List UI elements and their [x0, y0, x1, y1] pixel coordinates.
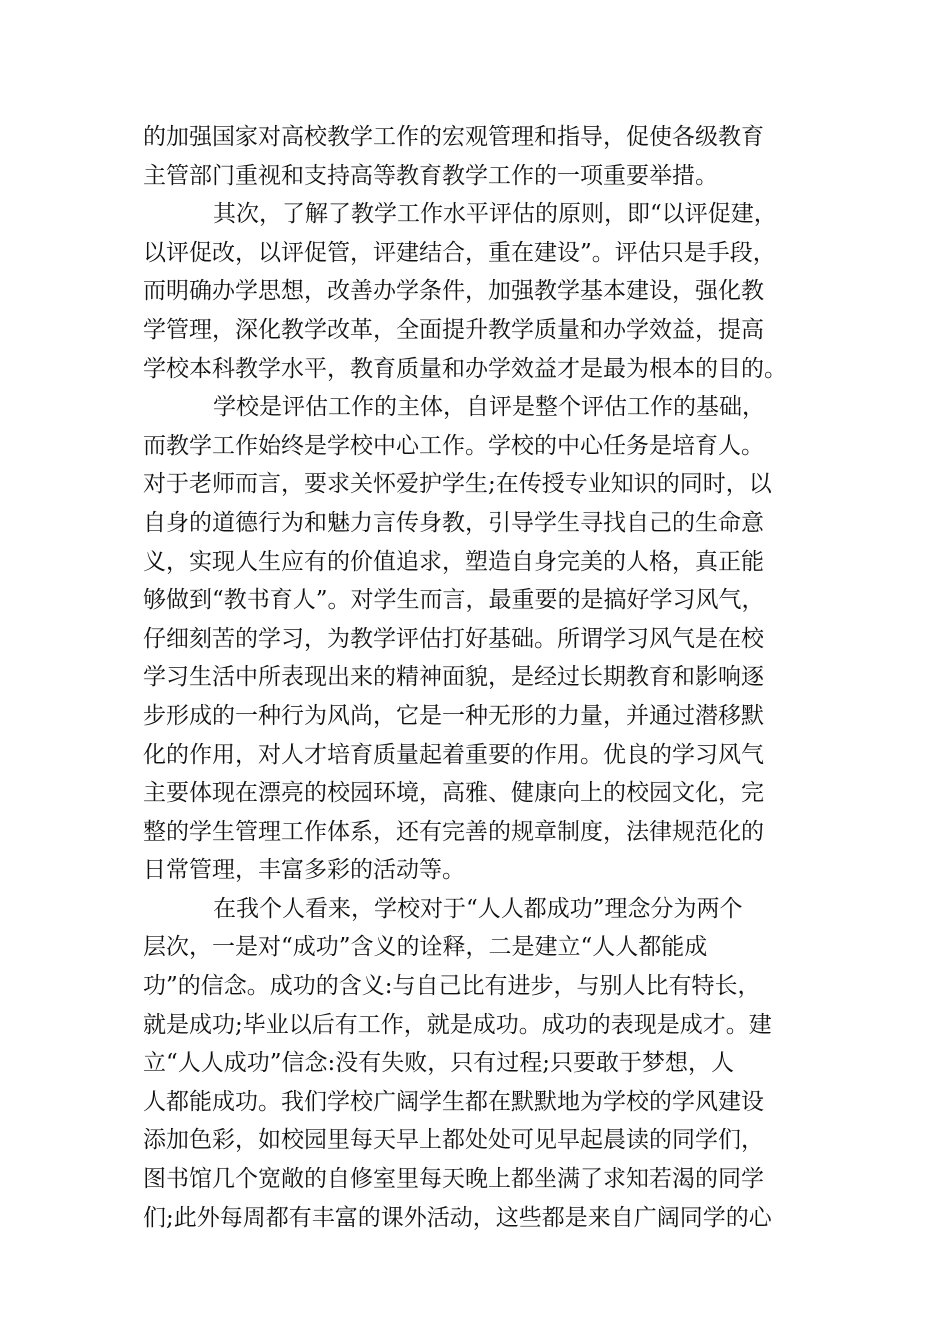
text-line: 够做到“教书育人”。对学生而言，最重要的是搞好学习风气，: [143, 587, 765, 614]
text-line: 主要体现在漂亮的校园环境，高雅、健康向上的校园文化，完: [143, 780, 764, 807]
text-line: 学校本科教学水平，教育质量和办学效益才是最为根本的目的。: [143, 355, 787, 382]
text-line: 对于老师而言，要求关怀爱护学生;在传授专业知识的同时，以: [143, 471, 772, 498]
text-line: 添加色彩，如校园里每天早上都处处可见早起晨读的同学们，: [143, 1127, 764, 1154]
text-line: 主管部门重视和支持高等教育教学工作的一项重要举措。: [143, 162, 718, 189]
text-line: 层次，一是对“成功”含义的诠释，二是建立“人人都能成: [143, 934, 708, 961]
text-line: 而教学工作始终是学校中心工作。学校的中心任务是培育人。: [143, 432, 764, 459]
text-line: 而明确办学思想，改善办学条件，加强教学基本建设，强化教: [143, 278, 764, 305]
text-line: 日常管理，丰富多彩的活动等。: [143, 857, 465, 884]
text-line: 化的作用，对人才培育质量起着重要的作用。优良的学习风气: [143, 741, 764, 768]
text-line: 整的学生管理工作体系，还有完善的规章制度，法律规范化的: [143, 818, 764, 845]
text-line: 功”的信念。成功的含义:与自己比有进步，与别人比有特长，: [143, 973, 761, 1000]
text-line: 以评促改，以评促管，评建结合，重在建设”。评估只是手段，: [143, 239, 776, 266]
text-line: 义，实现人生应有的价值追求，塑造自身完美的人格，真正能: [143, 548, 764, 575]
paragraph-first-line: 在我个人看来，学校对于“人人都成功”理念分为两个: [213, 895, 743, 922]
text-line: 人都能成功。我们学校广阔学生都在默默地为学校的学风建设: [143, 1088, 764, 1115]
body-text: [143, 118, 803, 1237]
text-line: 们;此外每周都有丰富的课外活动，这些都是来自广阔同学的心: [143, 1204, 772, 1231]
text-line: 立“人人成功”信念:没有失败，只有过程;只要敢于梦想，人: [143, 1050, 735, 1077]
text-line: 仔细刻苦的学习，为教学评估打好基础。所谓学习风气是在校: [143, 625, 764, 652]
text-line: 就是成功;毕业以后有工作，就是成功。成功的表现是成才。建: [143, 1011, 772, 1038]
text-line: 学管理，深化教学改革，全面提升教学质量和办学效益，提高: [143, 316, 764, 343]
text-line: 的加强国家对高校教学工作的宏观管理和指导，促使各级教育: [143, 124, 764, 150]
paragraph-first-line: 其次，了解了教学工作水平评估的原则，即“以评促建，: [213, 201, 777, 228]
text-line: 图书馆几个宽敞的自修室里每天晚上都坐满了求知若渴的同学: [143, 1166, 764, 1193]
paragraph-first-line: 学校是评估工作的主体，自评是整个评估工作的基础，: [213, 394, 765, 421]
text-line: 自身的道德行为和魅力言传身教，引导学生寻找自己的生命意: [143, 509, 764, 536]
text-line: 学习生活中所表现出来的精神面貌，是经过长期教育和影响逐: [143, 664, 764, 691]
text-line: 步形成的一种行为风尚，它是一种无形的力量，并通过潜移默: [143, 702, 764, 729]
